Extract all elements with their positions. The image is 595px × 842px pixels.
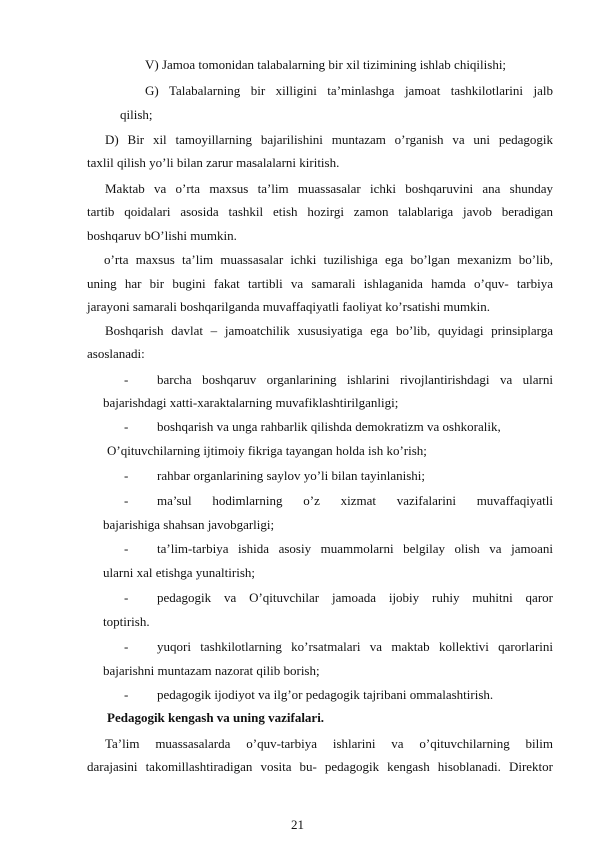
list-dash: - xyxy=(124,590,129,605)
list-item-1-line1: barcha boshqaruv organlarining ishlarini rivojlantirishdagi va ularni xyxy=(157,372,553,387)
list-dash: - xyxy=(124,372,129,387)
list-item-5-line1: ta’lim-tarbiya ishida asosiy muammolarni belgilay olish va jamoani xyxy=(157,541,553,556)
paragraph-v: V) Jamoa tomonidan talabalarning bir xil tizimining ishlab chiqilishi; xyxy=(145,57,507,72)
list-item-7-line1: yuqori tashkilotlarning ko’rsatmalari va maktab kollektivi qarorlarini xyxy=(157,639,553,654)
list-dash: - xyxy=(124,541,129,556)
paragraph-d-line1: D) Bir xil tamoyillarning bajarilishini muntazam o’rganish va uni pedagogik xyxy=(105,132,553,147)
paragraph-t-line2: darajasini takomillashtiradigan vosita bu- pedagogik kengash hisoblanadi. Direktor xyxy=(87,759,553,774)
list-item-7-line2: bajarishni muntazam nazorat qilib borish; xyxy=(103,663,320,678)
paragraph-b-line2: asoslanadi: xyxy=(87,346,145,361)
list-dash: - xyxy=(124,419,129,434)
list-item-8-line1: pedagogik ijodiyot va ilg’or pedagogik tajribani ommalashtirish. xyxy=(157,687,494,702)
paragraph-g-line2: qilish; xyxy=(120,107,153,122)
list-item-6-line1: pedagogik va O’qituvchilar jamoada ijobiy ruhiy muhitni qaror xyxy=(157,590,553,605)
list-item-4-line1: ma’sul hodimlarning o’z xizmat vazifalarini muvaffaqiyatli xyxy=(157,493,553,508)
list-item-2-line2: O’qituvchilarning ijtimoiy fikriga tayangan holda ish ko’rish; xyxy=(107,443,427,458)
section-heading: Pedagogik kengash va uning vazifalari. xyxy=(107,710,325,725)
list-dash: - xyxy=(124,493,129,508)
paragraph-m-line2: tartib qoidalari asosida tashkil etish hozirgi zamon talablariga javob beradigan xyxy=(87,204,553,219)
list-item-2-line1: boshqarish va unga rahbarlik qilishda demokratizm va oshkoralik, xyxy=(157,419,501,434)
list-item-4-line2: bajarishiga shahsan javobgarligi; xyxy=(103,517,275,532)
paragraph-g-line1: G) Talabalarning bir xilligini ta’minlashga jamoat tashkilotlarini jalb xyxy=(145,83,553,98)
list-dash: - xyxy=(124,639,129,654)
page-number: 21 xyxy=(291,817,304,832)
paragraph-d-line2: taxlil qilish yo’li bilan zarur masalalarni kiritish. xyxy=(87,155,340,170)
list-dash: - xyxy=(124,468,129,483)
paragraph-t-line1: Ta’lim muassasalarda o’quv-tarbiya ishlarini va o’qituvchilarning bilim xyxy=(105,736,553,751)
list-item-6-line2: toptirish. xyxy=(103,614,150,629)
paragraph-m-line1: Maktab va o’rta maxsus ta’lim muassasalar ichki boshqaruvini ana shunday xyxy=(105,181,553,196)
list-item-5-line2: ularni xal etishga yunaltirish; xyxy=(103,565,255,580)
paragraph-b-line1: Boshqarish davlat – jamoatchilik xususiyatiga ega bo’lib, quyidagi prinsiplarga xyxy=(105,323,553,338)
list-dash: - xyxy=(124,687,129,702)
paragraph-m-line3: boshqaruv bO’lishi mumkin. xyxy=(87,228,237,243)
paragraph-o-line2: uning har bir bugini fakat tartibli va samarali ishlaganida hamda o’quv- tarbiya xyxy=(87,276,553,291)
list-item-3-line1: rahbar organlarining saylov yo’li bilan tayinlanishi; xyxy=(157,468,426,483)
paragraph-o-line1: o’rta maxsus ta’lim muassasalar ichki tuzilishiga ega bo’lgan mexanizm bo’lib, xyxy=(104,252,553,267)
list-item-1-line2: bajarishdagi xatti-xaraktalarning muvafiklashtirilganligi; xyxy=(103,395,399,410)
paragraph-o-line3: jarayoni samarali boshqarilganda muvaffaqiyatli faoliyat ko’rsatishi mumkin. xyxy=(87,299,491,314)
